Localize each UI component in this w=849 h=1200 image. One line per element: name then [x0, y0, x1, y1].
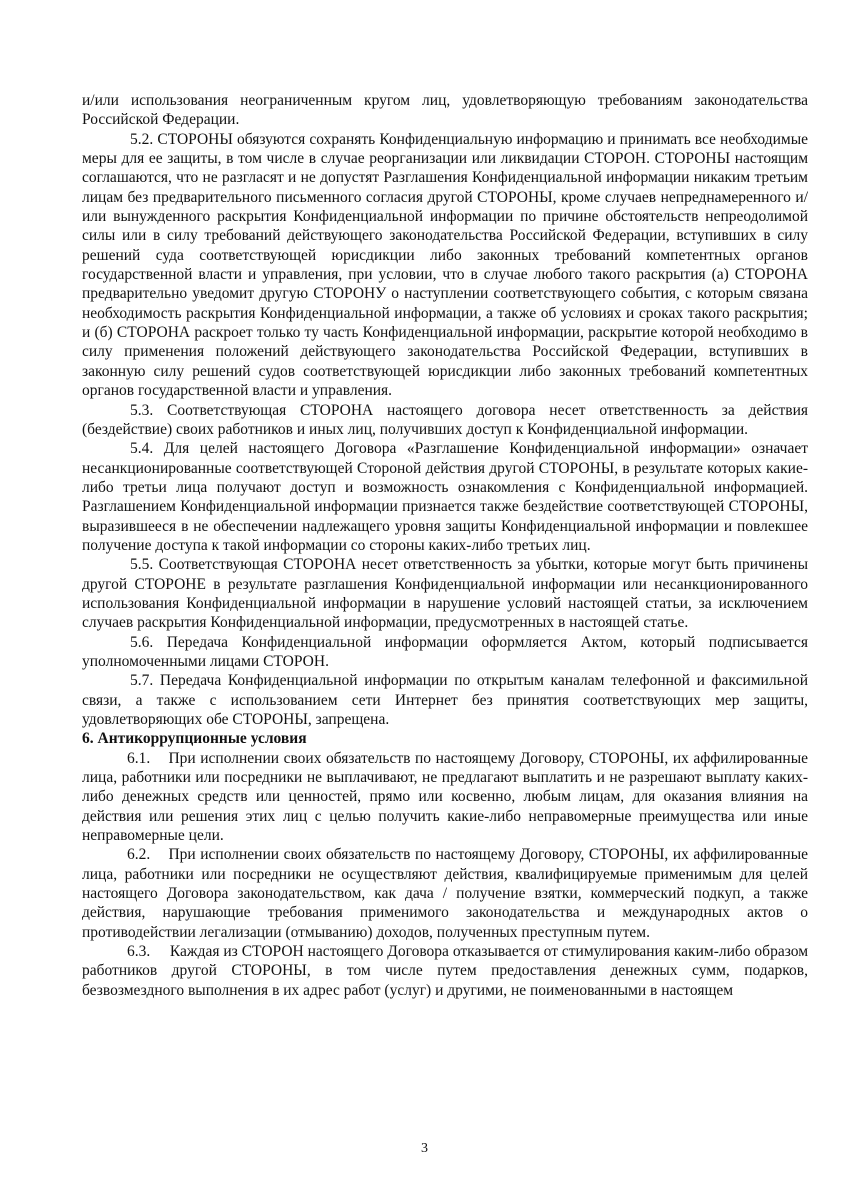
paragraph-5-3: 5.3. Соответствующая СТОРОНА настоящего договора несет ответственность за действия (бездействие) своих работников и иных лиц, получивших доступ к Конфиденциальной информации. — [82, 401, 808, 438]
paragraph-6-3: 6.3. Каждая из СТОРОН настоящего Договора отказывается от стимулирования каким-либо образом работников другой СТОРОНЫ, в том числе путем предоставления денежных сумм, подарков, безвозмездного выполнения в их адрес работ (услуг) и другими, не поименованными в настоящем — [82, 943, 808, 999]
section-title: 6. Антикоррупционные условия — [82, 730, 307, 748]
paragraph-6-1: 6.1. При исполнении своих обязательств по настоящему Договору, СТОРОНЫ, их аффилированные лица, работники или посредники не выплачивают, не предлагают выплатить и не разрешают выплату каких-либо денежных средств или ценностей, прямо или косвенно, любым лицам, для оказания влияния на действия или решения этих лиц с целью получить какие-либо неправомерные преимущества или иные неправомерные цели. — [82, 749, 808, 845]
paragraph-6-2: 6.2. При исполнении своих обязательств по настоящему Договору, СТОРОНЫ, их аффилированные лица, работники или посредники не осуществляют действия, квалифицируемые применимым для целей настоящего Договора законодательством, как дача / получение взятки, коммерческий подкуп, а также действия, нарушающие требования применимого законодательства и международных актов о противодействии легализации (отмыванию) доходов, полученных преступным путем. — [82, 846, 808, 941]
page-number: 3 — [421, 1141, 428, 1156]
paragraph-5-2: 5.2. СТОРОНЫ обязуются сохранять Конфиденциальную информацию и принимать все необходимые меры для ее защиты, в том числе в случае реорганизации или ликвидации СТОРОН. СТОРОНЫ настоящим соглашаются, что не разгласят и не допустят Разглашения Конфиденциальной информации никаким третьим лицам без предварительного письменного согласия другой СТОРОНЫ, кроме случаев непреднамеренного и/или вынужденного раскрытия Конфиденциальной информации по причине обстоятельств непреодолимой силы или в силу требований действующего законодательства Российской Федерации, вступивших в силу решений суда соответствующей юрисдикции либо законных требований компетентных органов государственной власти и управления, при условии, что в случае любого такого раскрытия (а) СТОРОНА предварительно уведомит другую СТОРОНУ о наступлении соответствующего события, с которым связана необходимость раскрытия Конфиденциальной информации, а также об условиях и сроках такого раскрытия; и (б) СТОРОНА раскроет только ту часть Конфиденциальной информации, раскрытие которой необходимо в силу применения положений действующего законодательства Российской Федерации, вступивших в законную силу решений судов соответствующей юрисдикции либо законных требований компетентных органов государственной власти и управления. — [82, 130, 808, 400]
paragraph-5-6: 5.6. Передача Конфиденциальной информации оформляется Актом, который подписывается уполномоченными лицами СТОРОН. — [82, 633, 808, 670]
paragraph-continuation: и/или использования неограниченным кругом лиц, удовлетворяющую требованиям законодательства Российской Федерации. — [82, 92, 808, 129]
paragraph-5-4: 5.4. Для целей настоящего Договора «Разглашение Конфиденциальной информации» означает несанкционированные соответствующей Стороной действия другой СТОРОНЫ, в результате которых какие-либо третьи лица получают доступ и возможность ознакомления с Конфиденциальной информацией. Разглашением Конфиденциальной информации признается также бездействие соответствующей СТОРОНЫ, выразившееся в не обеспечении надлежащего уровня защиты Конфиденциальной информации и повлекшее получение доступа к такой информации со стороны каких-либо третьих лиц. — [82, 440, 808, 554]
paragraph-5-7: 5.7. Передача Конфиденциальной информации по открытым каналам телефонной и факсимильной связи, а также с использованием сети Интернет без принятия соответствующих мер защиты, удовлетворяющих обе СТОРОНЫ, запрещена. — [82, 672, 808, 728]
document-body — [82, 91, 808, 1000]
paragraph-5-5: 5.5. Соответствующая СТОРОНА несет ответственность за убытки, которые могут быть причинены другой СТОРОНЕ в результате разглашения Конфиденциальной информации или несанкционированного использования Конфиденциальной информации в нарушение условий настоящей статьи, за исключением случаев раскрытия Конфиденциальной информации, предусмотренных в настоящей статье. — [82, 556, 808, 632]
